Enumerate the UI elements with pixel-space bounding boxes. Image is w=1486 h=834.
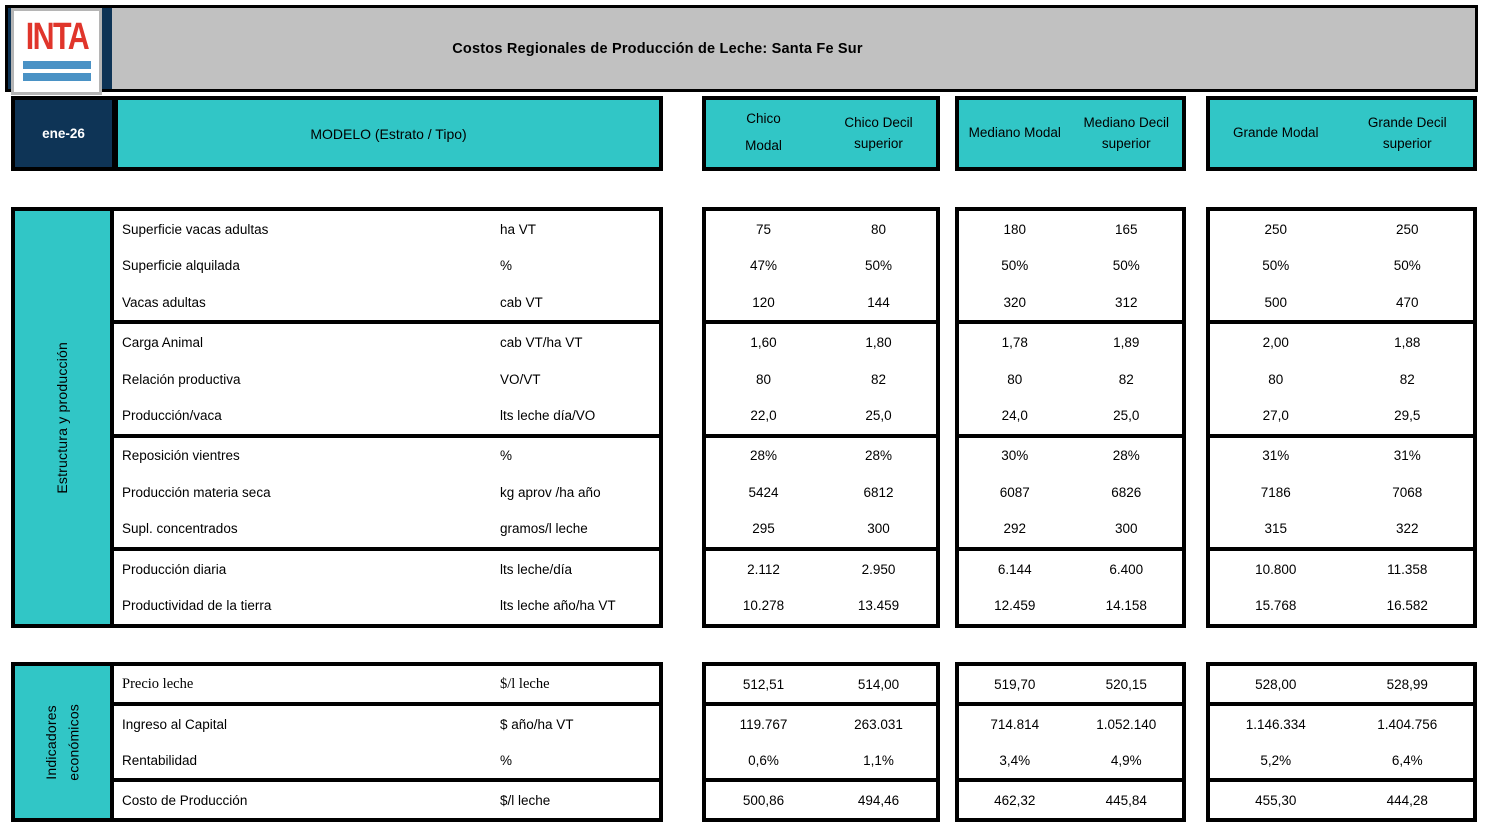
value-row xyxy=(1210,284,1473,320)
value-cell-decil: 470 xyxy=(1395,294,1419,310)
table-row xyxy=(114,588,659,624)
value-row xyxy=(959,324,1182,360)
value-row xyxy=(706,211,936,247)
date-cell: ene-26 xyxy=(11,96,116,171)
value-cell-modal: 500 xyxy=(1264,294,1288,310)
table-row xyxy=(114,247,659,283)
value-block xyxy=(955,207,1186,628)
value-block xyxy=(955,662,1186,822)
value-cell-decil: 1,80 xyxy=(865,335,892,351)
value-cell-decil: 1,88 xyxy=(1394,335,1421,351)
value-cell-modal: 519,70 xyxy=(994,676,1036,692)
value-cell-modal: 15.768 xyxy=(1255,598,1297,614)
value-cell-decil: 82 xyxy=(1118,371,1134,387)
row-label: Supl. concentrados xyxy=(122,521,238,537)
value-row xyxy=(1210,551,1473,587)
value-cell-decil: 50% xyxy=(864,258,893,274)
value-cell-modal: 31% xyxy=(1262,448,1290,464)
value-row xyxy=(959,706,1182,742)
value-cell-modal: 80 xyxy=(755,371,772,387)
value-row xyxy=(959,361,1182,397)
row-group xyxy=(114,547,659,624)
value-cell-modal: 80 xyxy=(1268,371,1284,387)
value-cell-decil: 250 xyxy=(1395,221,1419,237)
value-cell-decil: 28% xyxy=(864,448,893,464)
value-row xyxy=(1210,397,1473,433)
value-row xyxy=(959,284,1182,320)
value-row-group xyxy=(706,778,936,818)
decil-column-label xyxy=(1071,100,1183,167)
value-cell-decil: 25,0 xyxy=(865,407,892,423)
value-cell-modal: 47% xyxy=(749,258,778,274)
value-cell-decil: 528,99 xyxy=(1386,676,1428,692)
value-cell-modal: 119.767 xyxy=(739,716,788,732)
value-row xyxy=(959,551,1182,587)
value-row-group xyxy=(1210,211,1473,320)
value-block xyxy=(1206,662,1477,822)
value-cell-modal: 75 xyxy=(755,221,772,237)
logo-stripe-bottom xyxy=(23,73,91,81)
value-row xyxy=(959,247,1182,283)
value-cell-decil: 6826 xyxy=(1111,484,1142,500)
row-label: Producción materia seca xyxy=(122,484,271,500)
value-cell-decil: 520,15 xyxy=(1105,676,1147,692)
value-row xyxy=(1210,742,1473,778)
value-row xyxy=(706,247,936,283)
value-cell-decil: 29,5 xyxy=(1394,407,1421,423)
value-cell-decil: 1.052.140 xyxy=(1096,716,1157,732)
section-left-box xyxy=(11,662,663,822)
value-row xyxy=(706,511,936,547)
value-cell-decil: 4,9% xyxy=(1110,752,1142,768)
logo-stripe-top xyxy=(23,61,91,69)
row-unit: % xyxy=(500,448,513,464)
value-row xyxy=(1210,324,1473,360)
row-group xyxy=(114,702,659,778)
value-row xyxy=(959,588,1182,624)
row-unit: $/l leche xyxy=(500,792,551,808)
row-unit: kg aprov /ha año xyxy=(500,484,601,500)
value-cell-modal: 2,00 xyxy=(1262,335,1289,351)
row-unit: gramos/l leche xyxy=(500,521,588,537)
value-row xyxy=(706,742,936,778)
section-band xyxy=(15,666,114,818)
table-row xyxy=(114,284,659,320)
value-cell-modal: 6.144 xyxy=(997,561,1032,577)
modal-column-label xyxy=(706,100,821,167)
value-cell-decil: 6812 xyxy=(863,484,894,500)
value-cell-modal: 28% xyxy=(749,448,778,464)
value-row xyxy=(959,511,1182,547)
row-unit: % xyxy=(500,258,513,274)
value-cell-modal: 315 xyxy=(1264,521,1288,537)
value-cell-decil: 50% xyxy=(1393,258,1421,274)
decil-column-label-lines xyxy=(1368,113,1447,155)
inta-logo-text: INTA xyxy=(25,16,88,58)
value-row xyxy=(1210,474,1473,510)
value-row xyxy=(959,474,1182,510)
value-row-group xyxy=(959,320,1182,433)
value-row-group xyxy=(959,547,1182,624)
title-bar xyxy=(5,5,1478,92)
inta-logo xyxy=(11,8,102,95)
value-cell-decil: 82 xyxy=(870,371,887,387)
value-cell-modal: 7186 xyxy=(1260,484,1291,500)
value-cell-modal: 180 xyxy=(1003,221,1027,237)
value-cell-modal: 500,86 xyxy=(742,792,785,808)
value-cell-decil: 13.459 xyxy=(857,598,900,614)
decil-column-label-lines xyxy=(1083,113,1169,155)
value-cell-decil: 1.404.756 xyxy=(1377,716,1438,732)
value-row-group xyxy=(1210,434,1473,547)
value-cell-modal: 30% xyxy=(1001,448,1029,464)
row-group xyxy=(114,211,659,320)
value-row-group xyxy=(959,434,1182,547)
row-group xyxy=(114,778,659,818)
value-block xyxy=(702,662,940,822)
table-row xyxy=(114,782,659,818)
value-cell-modal: 10.278 xyxy=(742,598,785,614)
value-cell-decil: 514,00 xyxy=(857,676,900,692)
value-cell-decil: 14.158 xyxy=(1105,598,1147,614)
column-group-header xyxy=(955,96,1186,171)
row-unit: % xyxy=(500,752,513,768)
value-row-group xyxy=(706,434,936,547)
row-label: Carga Animal xyxy=(122,335,204,351)
value-cell-modal: 5424 xyxy=(748,484,779,500)
row-label: Ingreso al Capital xyxy=(122,716,228,732)
row-label: Superficie vacas adultas xyxy=(122,221,269,237)
value-cell-modal: 10.800 xyxy=(1255,561,1297,577)
value-cell-decil: 16.582 xyxy=(1386,598,1428,614)
value-cell-modal: 250 xyxy=(1264,221,1288,237)
value-row xyxy=(706,324,936,360)
decil-column-label-line: Chico Decil xyxy=(844,114,913,130)
value-row xyxy=(1210,438,1473,474)
modal-column-label xyxy=(959,100,1071,167)
value-row xyxy=(1210,211,1473,247)
value-cell-modal: 292 xyxy=(1003,521,1027,537)
value-cell-modal: 455,30 xyxy=(1255,792,1297,808)
value-cell-decil: 50% xyxy=(1112,258,1140,274)
page-title: Costos Regionales de Producción de Leche: Santa Fe Sur xyxy=(452,40,863,57)
value-cell-modal: 462,32 xyxy=(994,792,1036,808)
table-row xyxy=(114,666,659,702)
value-cell-decil: 82 xyxy=(1399,371,1415,387)
section-labels xyxy=(114,211,659,624)
value-row-group xyxy=(706,547,936,624)
value-row-group xyxy=(706,211,936,320)
decil-column-label-line: superior xyxy=(854,135,903,151)
row-group xyxy=(114,666,659,702)
value-cell-modal: 295 xyxy=(752,521,775,537)
row-unit: $/l leche xyxy=(500,675,550,692)
value-row xyxy=(706,284,936,320)
row-label: Superficie alquilada xyxy=(122,258,240,274)
value-cell-modal: 6087 xyxy=(999,484,1030,500)
row-label: Rentabilidad xyxy=(122,752,198,768)
decil-column-label-line: superior xyxy=(1382,135,1432,151)
row-unit: cab VT/ha VT xyxy=(500,335,583,351)
value-cell-decil: 6.400 xyxy=(1109,561,1144,577)
row-label: Precio leche xyxy=(122,675,194,692)
table-row xyxy=(114,511,659,547)
value-cell-decil: 7068 xyxy=(1392,484,1423,500)
section-band-label xyxy=(51,342,73,494)
value-row xyxy=(1210,666,1473,702)
decil-column-label-line: Mediano Decil xyxy=(1083,114,1170,130)
value-row-group xyxy=(706,702,936,778)
value-cell-decil: 312 xyxy=(1114,294,1138,310)
value-cell-modal: 528,00 xyxy=(1255,676,1297,692)
value-cell-decil: 144 xyxy=(867,294,890,310)
row-group xyxy=(114,320,659,433)
value-block xyxy=(702,207,940,628)
row-unit: ha VT xyxy=(500,221,537,237)
row-unit: $ año/ha VT xyxy=(500,716,574,732)
modal-column-label xyxy=(1210,100,1342,167)
table-row xyxy=(114,397,659,433)
value-row xyxy=(706,438,936,474)
value-cell-decil: 31% xyxy=(1393,448,1421,464)
value-cell-modal: 50% xyxy=(1001,258,1029,274)
decil-column-label xyxy=(1342,100,1474,167)
value-cell-decil: 300 xyxy=(867,521,890,537)
row-group xyxy=(114,434,659,547)
section-band-label-line: Indicadores xyxy=(43,704,60,780)
value-cell-decil: 445,84 xyxy=(1105,792,1147,808)
value-cell-modal: 3,4% xyxy=(999,752,1031,768)
value-cell-modal: 24,0 xyxy=(1001,407,1028,423)
value-row-group xyxy=(959,702,1182,778)
value-cell-decil: 28% xyxy=(1112,448,1140,464)
value-cell-modal: 120 xyxy=(752,294,775,310)
value-row xyxy=(959,782,1182,818)
value-cell-decil: 1,89 xyxy=(1113,335,1140,351)
column-group-header xyxy=(702,96,940,171)
section-labels xyxy=(114,666,659,818)
modal-column-label-line: Grande Modal xyxy=(1232,125,1319,141)
value-cell-modal: 80 xyxy=(1007,371,1023,387)
value-cell-modal: 2.112 xyxy=(747,561,780,577)
value-cell-decil: 444,28 xyxy=(1386,792,1428,808)
row-unit: cab VT xyxy=(500,294,543,310)
value-row-group xyxy=(1210,666,1473,702)
value-row xyxy=(706,782,936,818)
modal-column-label-line: Modal xyxy=(745,138,782,154)
value-cell-decil: 263.031 xyxy=(854,716,903,732)
value-row xyxy=(959,211,1182,247)
row-label: Relación productiva xyxy=(122,371,241,387)
value-row-group xyxy=(1210,547,1473,624)
value-row xyxy=(706,666,936,702)
row-label: Vacas adultas xyxy=(122,294,206,310)
value-row xyxy=(706,588,936,624)
value-cell-decil: 1,1% xyxy=(863,752,894,768)
table-row xyxy=(114,551,659,587)
value-row-group xyxy=(706,320,936,433)
table-row xyxy=(114,742,659,778)
value-row xyxy=(1210,588,1473,624)
value-cell-modal: 512,51 xyxy=(742,676,785,692)
section-band-label-line: económicos xyxy=(65,703,82,781)
row-label: Producción/vaca xyxy=(122,407,222,423)
section-left-box xyxy=(11,207,663,628)
row-label: Reposición vientres xyxy=(122,448,240,464)
section-band xyxy=(15,211,114,624)
modal-column-label-line: Mediano Modal xyxy=(968,125,1061,141)
table-row xyxy=(114,324,659,360)
value-cell-modal: 50% xyxy=(1262,258,1290,274)
value-row xyxy=(1210,782,1473,818)
value-row-group xyxy=(1210,778,1473,818)
value-row-group xyxy=(1210,320,1473,433)
value-row-group xyxy=(959,666,1182,702)
value-row xyxy=(1210,247,1473,283)
value-cell-modal: 27,0 xyxy=(1262,407,1289,423)
table-row xyxy=(114,474,659,510)
value-cell-decil: 322 xyxy=(1395,521,1419,537)
decil-column-label-line: Grande Decil xyxy=(1367,114,1447,130)
modelo-header-cell: MODELO (Estrato / Tipo) xyxy=(114,96,663,171)
value-cell-modal: 320 xyxy=(1003,294,1027,310)
value-row xyxy=(706,551,936,587)
modal-column-label-line: Chico xyxy=(746,111,781,126)
value-row xyxy=(1210,706,1473,742)
value-row xyxy=(1210,361,1473,397)
row-unit: lts leche año/ha VT xyxy=(500,598,616,614)
value-row xyxy=(959,438,1182,474)
decil-column-label-lines xyxy=(844,113,912,155)
value-cell-decil: 80 xyxy=(870,221,887,237)
value-row-group xyxy=(1210,702,1473,778)
value-cell-decil: 165 xyxy=(1114,221,1138,237)
value-row-group xyxy=(959,211,1182,320)
table-row xyxy=(114,438,659,474)
table-row xyxy=(114,706,659,742)
value-row xyxy=(706,397,936,433)
value-cell-modal: 12.459 xyxy=(994,598,1036,614)
row-unit: lts leche/día xyxy=(500,561,573,577)
column-group-header xyxy=(1206,96,1477,171)
value-row xyxy=(959,742,1182,778)
section-band-label-line: Estructura y producción xyxy=(54,341,71,494)
value-row xyxy=(706,361,936,397)
value-cell-decil: 494,46 xyxy=(857,792,900,808)
table-row xyxy=(114,211,659,247)
value-cell-modal: 1.146.334 xyxy=(1245,716,1306,732)
section-band-label xyxy=(40,704,85,781)
value-cell-decil: 2.950 xyxy=(861,561,896,577)
row-label: Producción diaria xyxy=(122,561,227,577)
row-unit: lts leche día/VO xyxy=(500,407,596,423)
value-row xyxy=(706,474,936,510)
value-block xyxy=(1206,207,1477,628)
value-cell-modal: 5,2% xyxy=(1260,752,1292,768)
value-cell-modal: 0,6% xyxy=(748,752,779,768)
value-cell-decil: 11.358 xyxy=(1387,561,1428,577)
row-unit: VO/VT xyxy=(500,371,541,387)
decil-column-label xyxy=(821,100,936,167)
value-cell-modal: 22,0 xyxy=(750,407,777,423)
value-cell-modal: 1,78 xyxy=(1001,335,1028,351)
value-row xyxy=(706,706,936,742)
value-cell-decil: 300 xyxy=(1114,521,1138,537)
value-row xyxy=(959,397,1182,433)
value-cell-decil: 6,4% xyxy=(1391,752,1423,768)
value-cell-modal: 714.814 xyxy=(990,716,1040,732)
value-cell-decil: 25,0 xyxy=(1113,407,1140,423)
value-row-group xyxy=(706,666,936,702)
value-cell-modal: 1,60 xyxy=(750,335,777,351)
row-label: Productividad de la tierra xyxy=(122,598,272,614)
row-label: Costo de Producción xyxy=(122,792,248,808)
table-row xyxy=(114,361,659,397)
value-row-group xyxy=(959,778,1182,818)
value-row xyxy=(1210,511,1473,547)
decil-column-label-line: superior xyxy=(1101,135,1151,151)
value-row xyxy=(959,666,1182,702)
